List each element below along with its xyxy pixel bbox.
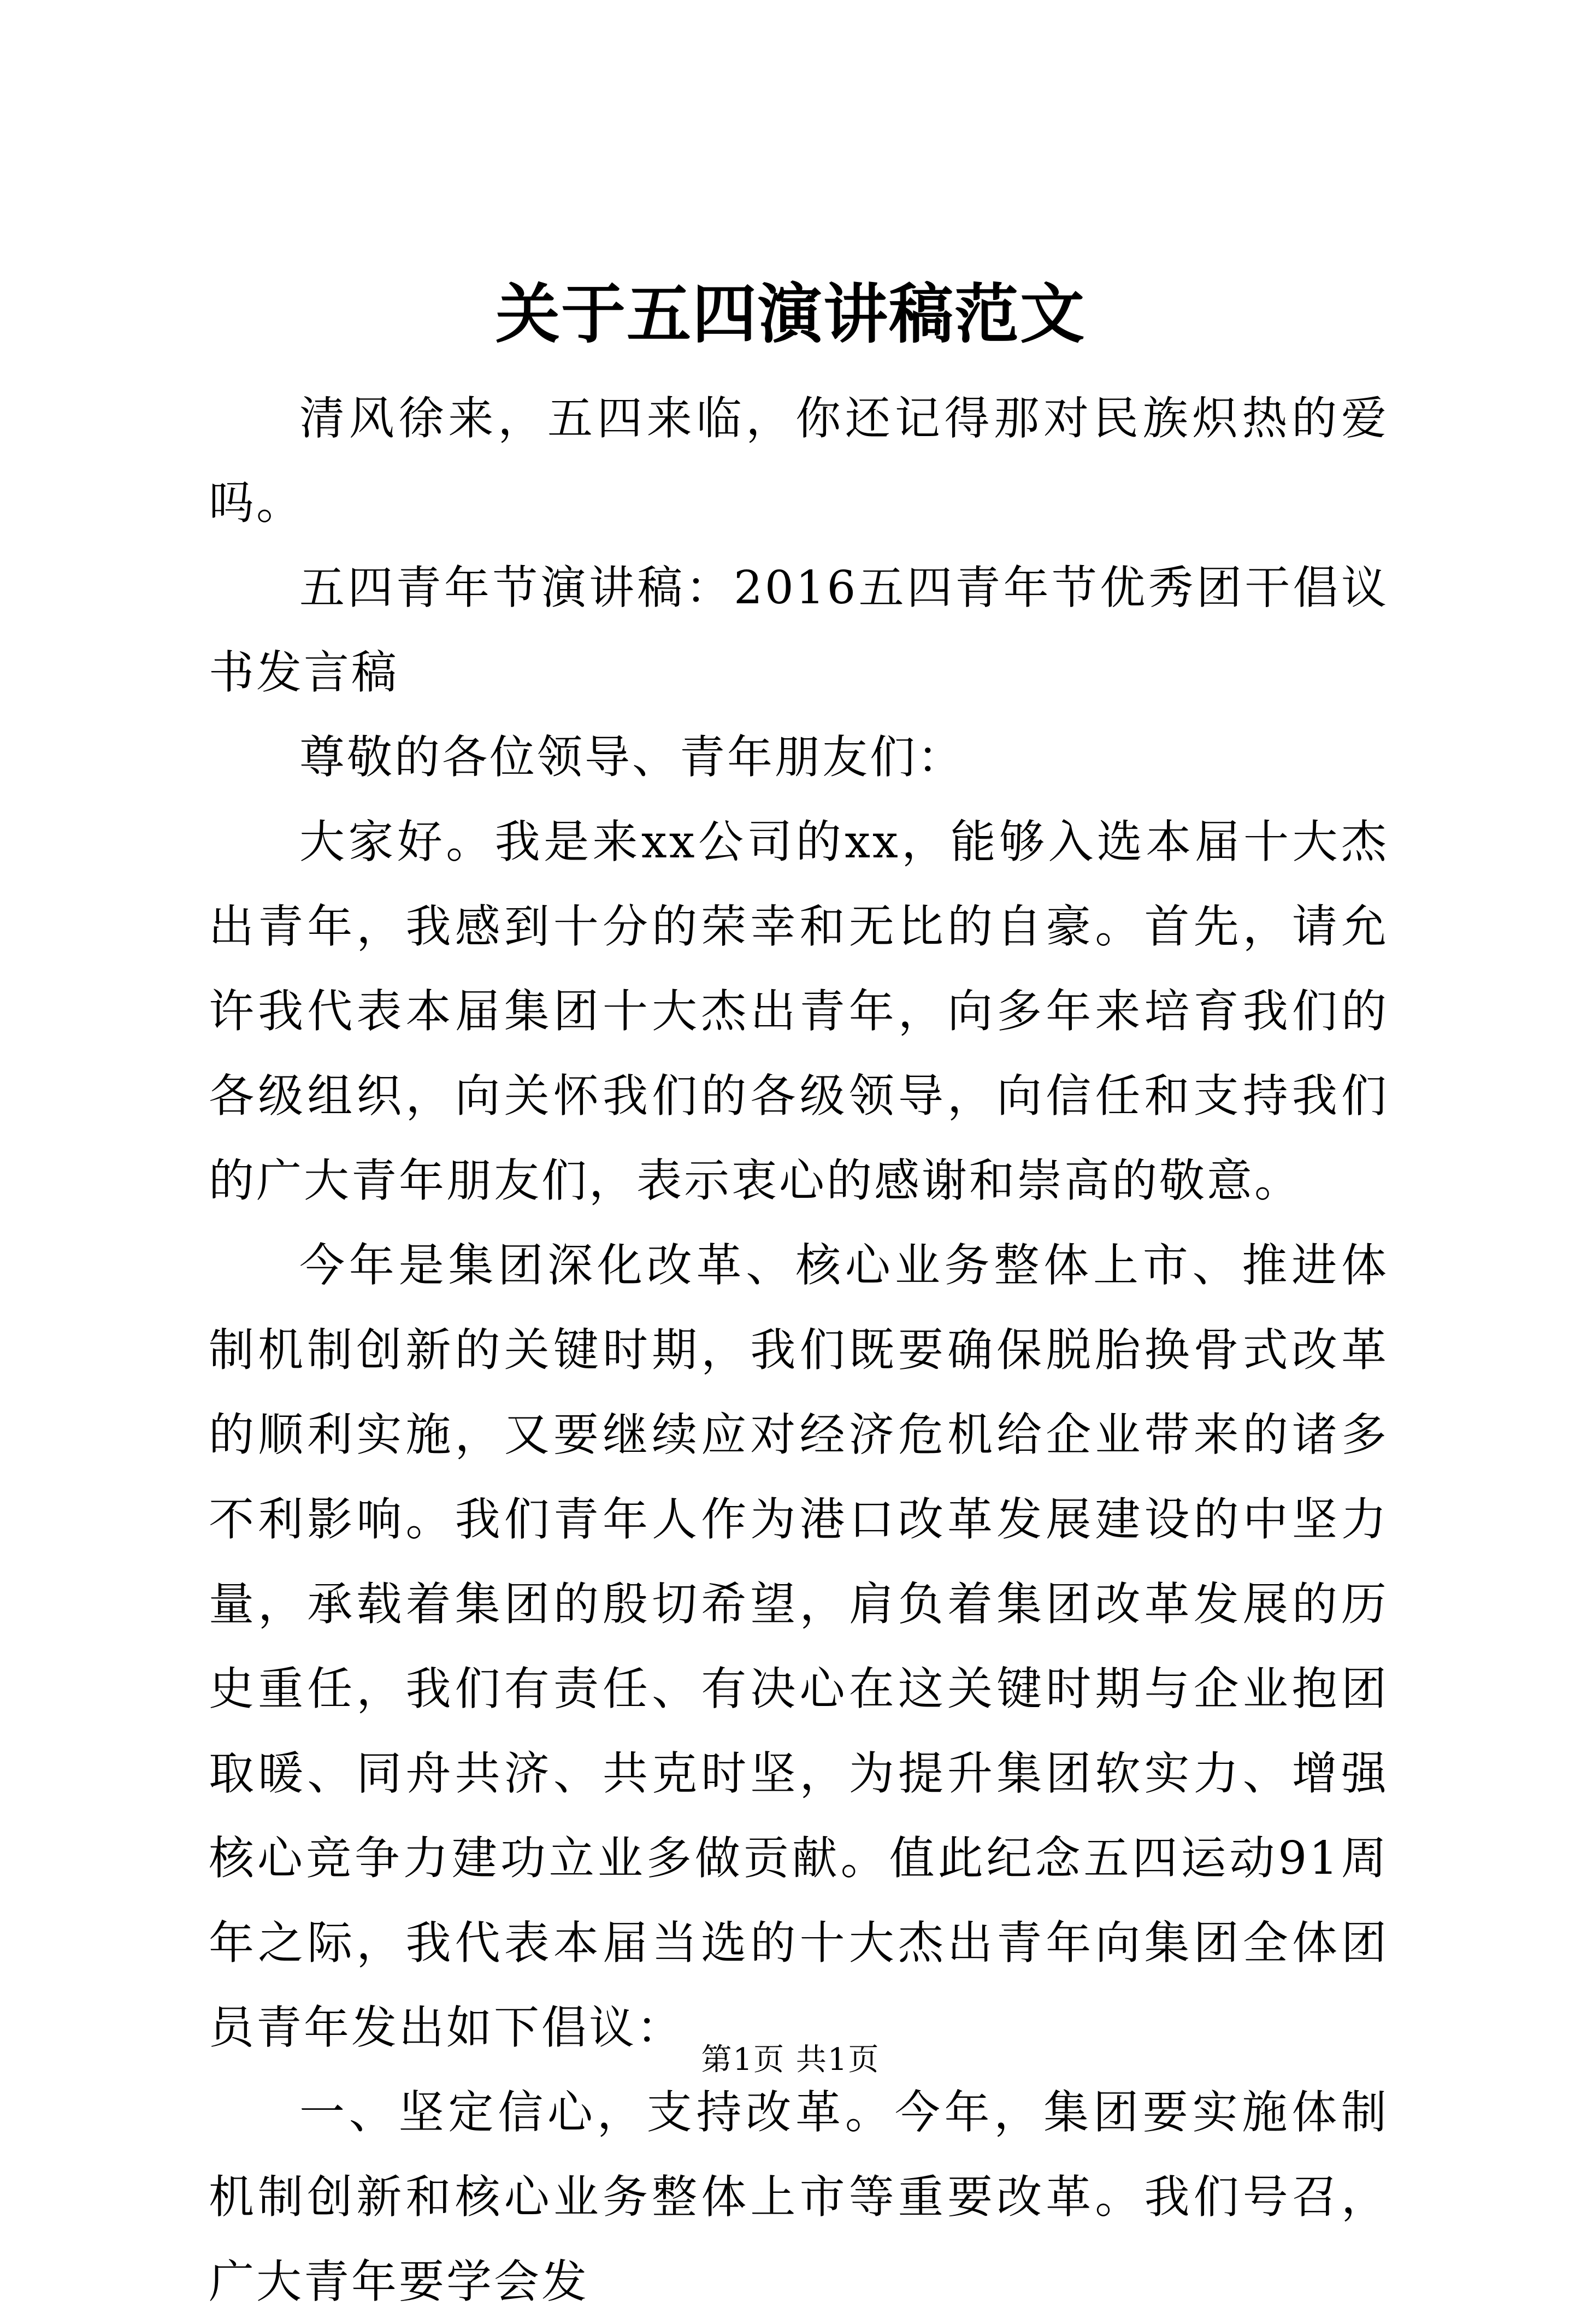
paragraph-greeting-intro: 清风徐来，五四来临，你还记得那对民族炽热的爱吗。 [209,392,1389,529]
paragraph-context: 今年是集团深化改革、核心业务整体上市、推进体制机制创新的关键时期，我们既要确保脱胎换骨式改革的顺利实施，又要继续应对经济危机给企业带来的诸多不利影响。我们青年人作为港口改革发展建设的中坚力量，承载着集团的殷切希望，肩负着集团改革发展的历史重任，我们有责任、有决心在这关键时期与企业抱团取暖、同舟共济、共克时坚，为提升集团软实力、增强核心竞争力建功立业多做贡献。值此纪念五四运动91周年之际，我代表本届当选的十大杰出青年向集团全体团员青年发出如下倡议： [209,1239,1389,2054]
paragraph-opening: 大家好。我是来xx公司的xx，能够入选本届十大杰出青年，我感到十分的荣幸和无比的自豪。首先，请允许我代表本届集团十大杰出青年，向多年来培育我们的各级组织，向关怀我们的各级领导，向信任和支持我们的广大青年朋友们，表示衷心的感谢和崇高的敬意。 [209,815,1389,1207]
document-body [209,376,1389,2324]
document-title: 关于五四演讲稿范文 [495,276,1086,352]
paragraph-salutation: 尊敬的各位领导、青年朋友们： [299,731,965,784]
paragraph-subtitle: 五四青年节演讲稿：2016五四青年节优秀团干倡议书发言稿 [209,561,1389,699]
paragraph-point-one: 一、坚定信心，支持改革。今年，集团要实施体制机制创新和核心业务整体上市等重要改革。我们号召，广大青年要学会发 [209,2086,1389,2308]
page-footer: 第1页 共1页 [701,2042,880,2078]
